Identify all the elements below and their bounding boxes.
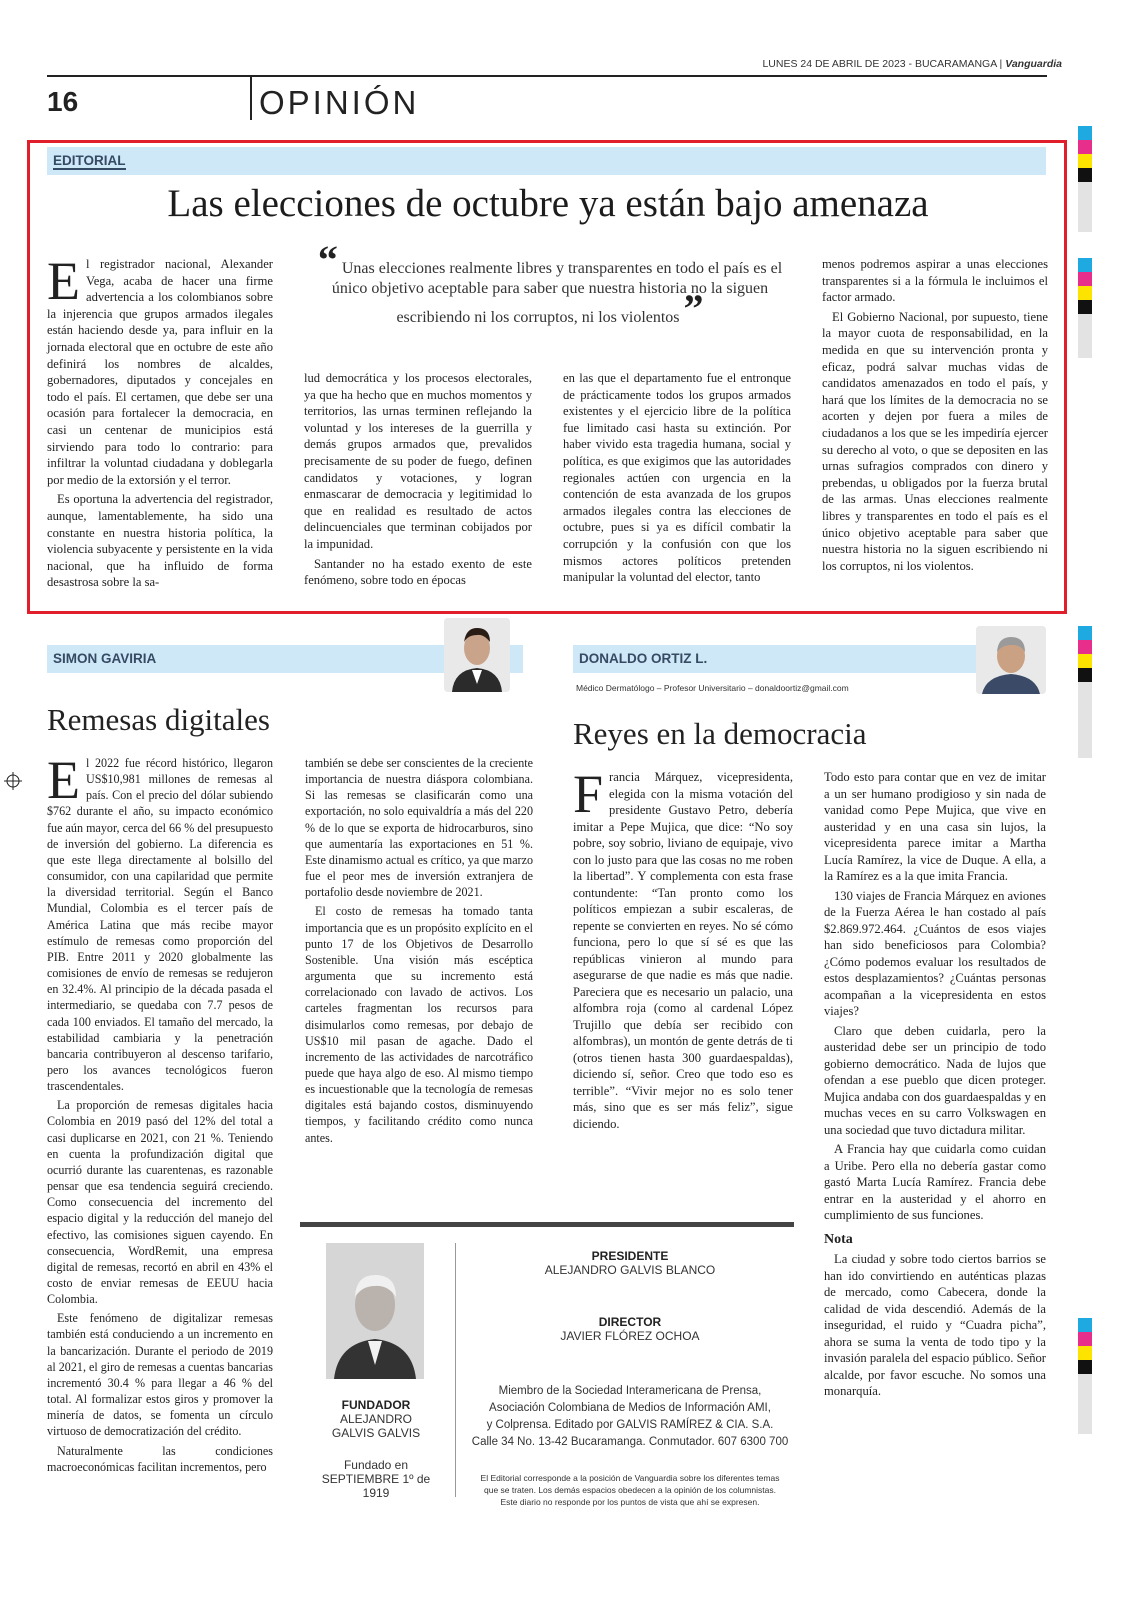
editorial-label-bar [47, 147, 1046, 175]
founder-photo [326, 1243, 424, 1379]
founded-label: Fundado en [343, 1458, 409, 1472]
ortiz-title: Reyes en la democracia [573, 716, 867, 751]
ortiz-column-1: Francia Márquez, vicepresidenta, elegida con la misma votación del presidente Gustavo Petro, debería imitar a Pepe Mujica, que dice: “No soy pobre, soy sobrio, liviano de equipaje, vivo con lo justo para que las cosas no me roben la libertad”. Y complementa con esta frase contundente: “Tan pronto como los políticos empiezan a subir escaleras, de repente se convierten en reyes. No sé cómo funciona, pero lo que sí sé es que las repúblicas vinieron al mundo para asegurarse de que nadie es más que nadie. Pareciera que es necesario un palacio, una alfombra roja (como al cardenal López Trujillo que debía ser recibido con alfombras), un montón de gente detrás de ti (otros tienen hasta 300 guardaespaldas), diciendo sí, señor. Creo que todo eso es terrible”. “Vivir mejor no es solo tener más, sino que es ser más feliz”, sigue diciendo. [573, 764, 793, 1131]
staff-box-rule [300, 1222, 794, 1227]
editorial-label: EDITORIAL [53, 153, 126, 168]
brand-name: Vanguardia [1005, 58, 1062, 70]
gaviria-author: SIMON GAVIRIA [53, 651, 157, 666]
founder-name-1: ALEJANDRO [339, 1412, 413, 1426]
gaviria-photo [444, 618, 510, 692]
color-registration-bar-bottom [1078, 1318, 1092, 1434]
ortiz-author-bar [573, 645, 1033, 673]
editorial-dropcap: E [47, 251, 80, 311]
director-name: JAVIER FLÓREZ OCHOA [560, 1329, 700, 1343]
page-number: 16 [47, 86, 79, 117]
nota-text: La ciudad y sobre todo ciertos barrios se han ido convirtiendo en auténticas plazas de mercado, como Cabecera, donde la calidad de vida descendió. Además de la inseguridad, el ruido y “Cuadra picha”, ahora se suma la venta de todo tipo y la invasión paralela del espacio público. Señor alcalde, por favor escuche. No somos una monarquía. [824, 1252, 1046, 1398]
color-registration-bar-top [1078, 126, 1092, 358]
disclaimer-block: El Editorial corresponde a la posición de Vanguardia sobre los diferentes temas que se traten. Los demás espacios obedecen a la opinión de los columnistas. Este diario no responde por los puntos de vista que ahí se expresen. [480, 1473, 780, 1507]
open-quote-icon: “ [317, 237, 338, 282]
director-role: DIRECTOR [598, 1315, 662, 1329]
gaviria-column-2: también se debe ser conscientes de la creciente importancia de nuestra diáspora colombiana. Si las remesas se clasificarán como una exportación, no solo equivaldría a más del 220 % de lo que se exporta de hidrocarburos, sino que aumentaría las exportaciones en 51 %. Este dinamismo actual es crítico, ya que marzo fue el peor mes de inversión extranjera de portafolio desde noviembre de 2021. El costo de remesas ha tomado tanta importancia que es un propósito explícito en el punto 17 de los Objetivos de Desarrollo Sostenible. Una visión más escéptica argumenta que su incremento está correlacionado con lavado de activos. Los carteles fragmentan los recursos para disimularlos como remesas, por debajo de US$10 mil pasan de agache. Dado el incremento de las actividades de narcotráfico puede que haya algo de eso. Al mismo tiempo es incuestionable que la tecnología de remesas digitales está bajando costos, disminuyendo tiempos, y facilitando crédito como nunca antes. [305, 756, 533, 1145]
header-separator [250, 76, 252, 120]
masthead-dateline: LUNES 24 DE ABRIL DE 2023 - BUCARAMANGA | Vanguardia [762, 58, 1062, 70]
president-block [470, 1249, 790, 1277]
gaviria-dropcap: E [47, 750, 80, 810]
editorial-title: Las elecciones de octubre ya están bajo amenaza [167, 182, 929, 225]
close-quote-icon: ” [683, 286, 704, 331]
editorial-pull-quote [300, 237, 800, 331]
nota-title: Nota [824, 1231, 853, 1247]
editorial-column-3: en las que el departamento fue el entronque de prácticamente todos los grupos armados existentes y el ejercicio libre de la política fue limitado casi hasta su extinción. Por haber vivido esta tragedia humana, social y política, es que exigimos que las autoridades regionales actúen con urgencia en la contención de esta avanzada de los grupos armados ilegales contra las elecciones de octubre, pues si ya es difícil combatir la corrupción y la confusión con que los mismos actores políticos pretenden manipular la voluntad del elector, tanto [563, 371, 791, 585]
founder-role: FUNDADOR [341, 1398, 411, 1412]
ortiz-dropcap: F [573, 764, 604, 824]
section-title: OPINIÓN [259, 84, 420, 121]
editorial-column-1: El registrador nacional, Alexander Vega, acaba de hacer una firme advertencia a los colombianos sobre la injerencia que grupos armados ilegales están haciendo desde ya, para influir en la jornada electoral que en octubre de este año definirá los nombres de alcaldes, gobernadores, diputados y concejales en todo el país. El certamen, que debe ser una ocasión para fortalecer la democracia, en casi un centenar de municipios está sirviendo para todo lo contrario: para infiltrar la voluntad ciudadana y doblegarla por medio de la extorsión y el terror. Es oportuna la advertencia del registrador, aunque, lamentablemente, ha sido una constante en nuestra historia política, la violencia subyacente y persistente en la vida nacional, que ha influido de forma desastrosa sobre la sa- [47, 251, 273, 590]
staff-divider [455, 1243, 456, 1497]
color-registration-bar-middle [1078, 626, 1092, 758]
editorial-column-4: menos podremos aspirar a unas elecciones transparentes si a la fórmula le incluimos el factor armado. El Gobierno Nacional, por supuesto, tiene la mayor cuota de responsabilidad, en la medida en que su intervención pronta y eficaz, podrá salvar muchas vidas de candidatos amenazados en todo el país, y hará que los límites de la democracia no se acorten y dejen por fuera a miles de ciudadanos a los que se les impediría ejercer su derecho al voto, o que se depositen en las urnas sufragios comprados con dinero y prebendas, u obligados por la fuerza brutal de las armas. Unas elecciones realmente libres y transparentes en todo el país es el único objetivo aceptable para saber que nuestra historia no la siguen escribiendo ni los corruptos, ni los violentos. [822, 257, 1048, 573]
founder-name-2: GALVIS GALVIS [331, 1426, 421, 1440]
ortiz-photo [976, 626, 1046, 694]
gaviria-title: Remesas digitales [47, 702, 270, 737]
ortiz-subtitle: Médico Dermatólogo – Profesor Universitario – donaldoortiz@gmail.com [576, 683, 849, 693]
ortiz-column-2: Todo esto para contar que en vez de imitar a un ser humano prodigioso y sin nada de vanidad como Pepe Mujica, que vive en austeridad y en una casa sin lujos, la vicepresidenta parece imitar a Martha Lucía Ramírez, la vice de Duque. A ella, a la Ramírez es a la que imita Francia. 130 viajes de Francia Márquez en aviones de la Fuerza Aérea le han costado al país $2.869.972.464. ¿Cuántos de esos viajes han sido beneficiosos para Colombia? ¿Cómo podemos evaluar los resultados de estos desplazamientos? ¿Cuántas personas acompañan a la vicepresidenta en estos viajes? Claro que deben cuidarla, pero la austeridad debe ser un principio de todo gobierno democrático. Nada de lujos que ofendan a ese pueblo que dicen proteger. Mujica andaba con dos guardaespaldas y en muchas veces en su carro Volkswagen en una sociedad que tuvo dictadura militar. A Francia hay que cuidarla como cuidan a Uribe. Pero ella no debería gastar como gastó Marta Lucía Ramírez. Francia debe entrar en la austeridad y el ahorro en cumplimiento de sus funciones. Nota La ciudad y sobre todo ciertos barrios se han ido convirtiendo en auténticas plazas de mercado, como Cabecera, donde la calidad de vida descendió. Además de la inseguridad, el ruido y “Cuadra picha”, ahora se suma la venta de todo tipo y la invasión paralela del espacio público. Señor alcalde, por favor escuche. No somos una monarquía. [824, 770, 1046, 1398]
founded-date: SEPTIEMBRE 1º de 1919 [321, 1472, 431, 1500]
editorial-column-2: lud democrática y los procesos electorales, ya que ha hecho que en muchos momentos y territorios, las urnas terminen reflejando la voluntad y los intereses de la guerrilla y demás grupos armados que, prevalidos precisamente de su poder de fuego, definen candidatos y votaciones, y logran enmascarar de democracia y legitimidad lo que en realidad es resultado de actos delincuenciales que terminan cobijados por la impunidad. Santander no ha estado exento de este fenómeno, sobre todo en épocas [304, 371, 532, 588]
masthead-rule [47, 75, 1047, 77]
founder-block [316, 1398, 436, 1500]
president-role: PRESIDENTE [591, 1249, 669, 1263]
pull-quote-text: Unas elecciones realmente libres y transparentes en todo el país es el único objetivo aceptable para saber que nuestra historia no la siguen escribiendo ni los corruptos, ni los violentos [331, 260, 783, 326]
registration-mark-icon [4, 772, 22, 790]
ortiz-author: DONALDO ORTIZ L. [579, 651, 708, 666]
gaviria-column-1: El 2022 fue récord histórico, llegaron US$10,981 millones de remesas al país. Con el precio del dólar subiendo $762 durante el año, su impacto económico fue aún mayor, cerca del 66 % del presupuesto de inversión del gobierno. La diferencia es que este llega directamente al bolsillo del consumidor, con una capilaridad que permite la diversidad territorial. Según el Banco Mundial, Colombia es el tercer país de América Latina que más recibe mayor estímulo de remesas como proporción del PIB. Entre 2011 y 2020 globalmente las comisiones de envío de remesas se redujeron en 32.4%. Al principio de la década pasada el intermediario, se quedaba con 7.7 pesos de cada 100 enviados. El tamaño del mercado, la estabilidad cambiaria y la penetración bancaria contribuyeron al descenso tarifario, pero los avances tecnológicos fueron trascendentales. La proporción de remesas digitales hacia Colombia en 2019 pasó del 12% del total a casi duplicarse en 2021, con 21 %. Teniendo en cuenta la profundización digital que ocurrió durante las cuarentenas, es razonable pensar que esa tendencia seguirá creciendo. Como consecuencia del incremento del espacio digital y la reducción del manejo del efectivo, las comisiones siguen cayendo. En consecuencia, WordRemit, una empresa digital de remesas, recortó en abril en 43% el costo de enviar remesas de EEUU hacia Colombia. Este fenómeno de digitalizar remesas también está conduciendo a un incremento en la bancarización. Durante el periodo de 2019 al 2021, el giro de remesas a cuentas bancarias incrementó 30.4 % para llegar a 46 % del total. Al formalizar estos giros y promover la minería de datos, se fomenta un círculo virtuoso de democratización del crédito. Naturalmente las condiciones macroeconómicas facilitan incrementos, pero [47, 750, 273, 1474]
director-block [470, 1315, 790, 1343]
membership-block: Miembro de la Sociedad Interamericana de Prensa, Asociación Colombiana de Medios de Información AMI, y Colprensa. Editado por GALVIS RAMÍREZ & CIA. S.A. Calle 34 No. 13-42 Bucaramanga. Conmutador. 607 6300 700 [471, 1385, 789, 1448]
president-name: ALEJANDRO GALVIS BLANCO [544, 1263, 716, 1277]
